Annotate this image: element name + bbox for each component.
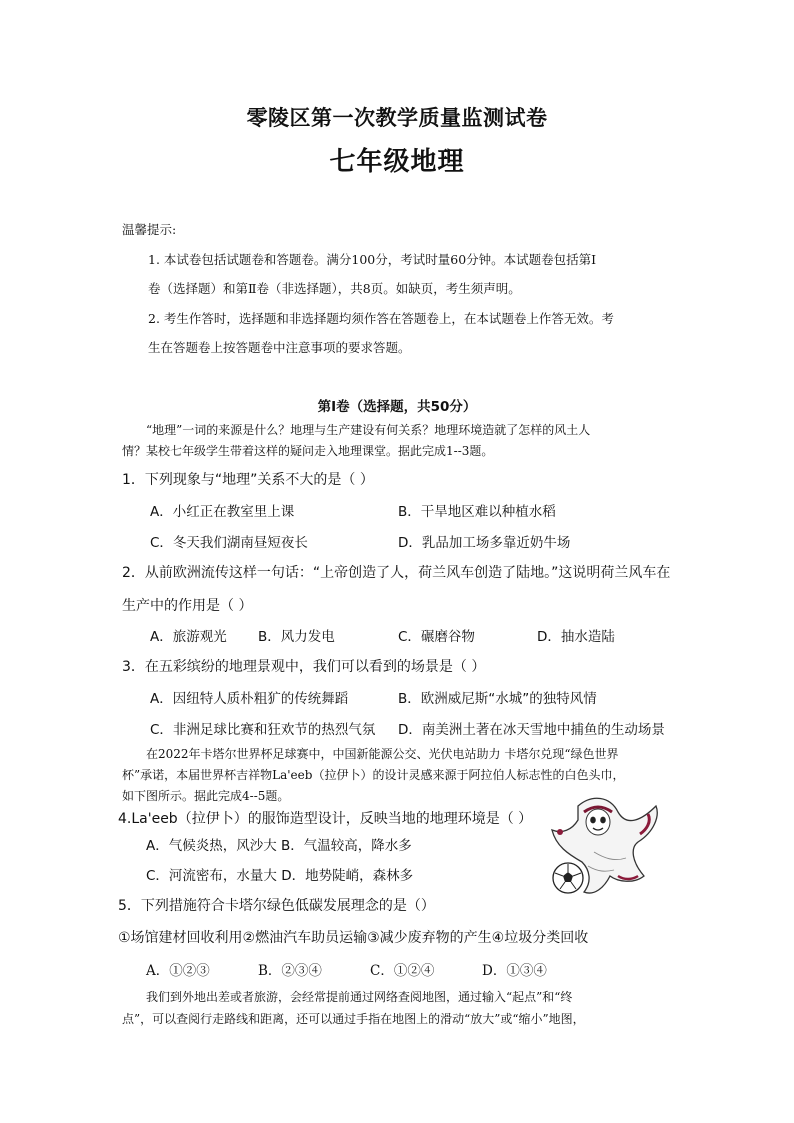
notes-line-4: 生在答题卷上按答题卷中注意事项的要求答题。 (148, 340, 411, 355)
q5-stem: 5．下列措施符合卡塔尔绿色低碳发展理念的是（） (118, 898, 435, 914)
passage3-line-1: 我们到外地出差或者旅游，会经常提前通过网络查阅地图，通过输入“起点”和“终 (146, 990, 573, 1004)
mascot-illustration (548, 792, 666, 898)
q2-option-b: B．风力发电 (258, 629, 335, 645)
q5-option-a: A．①②③ (146, 963, 210, 979)
q3-option-a: A．因纽特人质朴粗犷的传统舞蹈 (150, 691, 349, 707)
football-icon (553, 863, 583, 893)
q1-option-b: B．干旱地区难以种植水稻 (398, 504, 556, 520)
q3-option-d: D．南美洲土著在冰天雪地中捕鱼的生动场景 (398, 722, 665, 738)
notes-line-1: 1. 本试卷包括试题卷和答题卷。满分100分，考试时量60分钟。本试题卷包括第Ⅰ (148, 252, 597, 267)
q4-options-cd: C．河流密布，水量大 D．地势陡峭，森林多 (146, 868, 414, 884)
q1-option-a: A．小红正在教室里上课 (150, 504, 295, 520)
notes-line-3: 2. 考生作答时，选择题和非选择题均须作答在答题卷上，在本试题卷上作答无效。考 (148, 311, 614, 326)
q3-stem: 3．在五彩缤纷的地理景观中，我们可以看到的场景是（ ） (122, 659, 486, 675)
notes-line-2: 卷（选择题）和第Ⅱ卷（非选择题），共8页。如缺页，考生须声明。 (148, 281, 521, 296)
q5-option-c: C．①②④ (370, 963, 435, 979)
q5-option-b: B．②③④ (258, 963, 322, 979)
mascot-eye-right (600, 817, 606, 824)
passage3-line-2: 点”，可以查阅行走路线和距离，还可以通过手指在地图上的滑动“放大”或“缩小”地图， (122, 1012, 585, 1026)
q2-option-c: C．碾磨谷物 (398, 629, 475, 645)
q5-items: ①场馆建材回收利用②燃油汽车助员运输③减少废弃物的产生④垃圾分类回收 (118, 930, 589, 946)
q4-stem: 4.La'eeb（拉伊卜）的服饰造型设计，反映当地的地理环境是（ ） (118, 811, 533, 827)
mascot-eye-left (590, 817, 596, 824)
q1-option-d: D．乳品加工场多靠近奶牛场 (398, 535, 571, 551)
passage2-line-2: 杯”承诺，本届世界杯吉祥物La'eeb（拉伊卜）的设计灵感来源于阿拉伯人标志性的白色头巾， (122, 768, 625, 782)
section-intro-2: 情？某校七年级学生带着这样的疑问走入地理课堂。据此完成1--3题。 (122, 444, 494, 458)
q2-stem-1: 2．从前欧洲流传这样一句话：“上帝创造了人，荷兰风车创造了陆地。”这说明荷兰风车在 (122, 565, 671, 581)
exam-title: 零陵区第一次教学质量监测试卷 (246, 106, 548, 130)
section-intro-1: “地理”一词的来源是什么？地理与生产建设有何关系？地理环境造就了怎样的风土人 (146, 423, 591, 437)
q1-stem: 1．下列现象与“地理”关系不大的是（ ） (122, 472, 374, 488)
q3-option-c: C．非洲足球比赛和狂欢节的热烈气氛 (150, 722, 376, 738)
passage2-line-1: 在2022年卡塔尔世界杯足球赛中，中国新能源公交、光伏电站助力 卡塔尔兑现“绿色世界 (146, 747, 619, 761)
q1-option-c: C．冬天我们湖南昼短夜长 (150, 535, 308, 551)
notes-heading: 温馨提示: (122, 222, 177, 237)
q2-stem-2: 生产中的作用是（ ） (122, 598, 253, 614)
passage2-line-3: 如下图所示。据此完成4--5题。 (122, 789, 290, 803)
q2-option-d: D．抽水造陆 (537, 629, 615, 645)
exam-subject: 七年级地理 (329, 147, 465, 177)
q5-option-d: D．①③④ (482, 963, 547, 979)
q4-options-ab: A．气候炎热，风沙大 B．气温较高，降水多 (146, 838, 412, 854)
q2-option-a: A．旅游观光 (150, 629, 227, 645)
q3-option-b: B．欧洲威尼斯“水城”的独特风情 (398, 691, 597, 707)
section-title: 第Ⅰ卷（选择题，共50分） (317, 399, 477, 415)
